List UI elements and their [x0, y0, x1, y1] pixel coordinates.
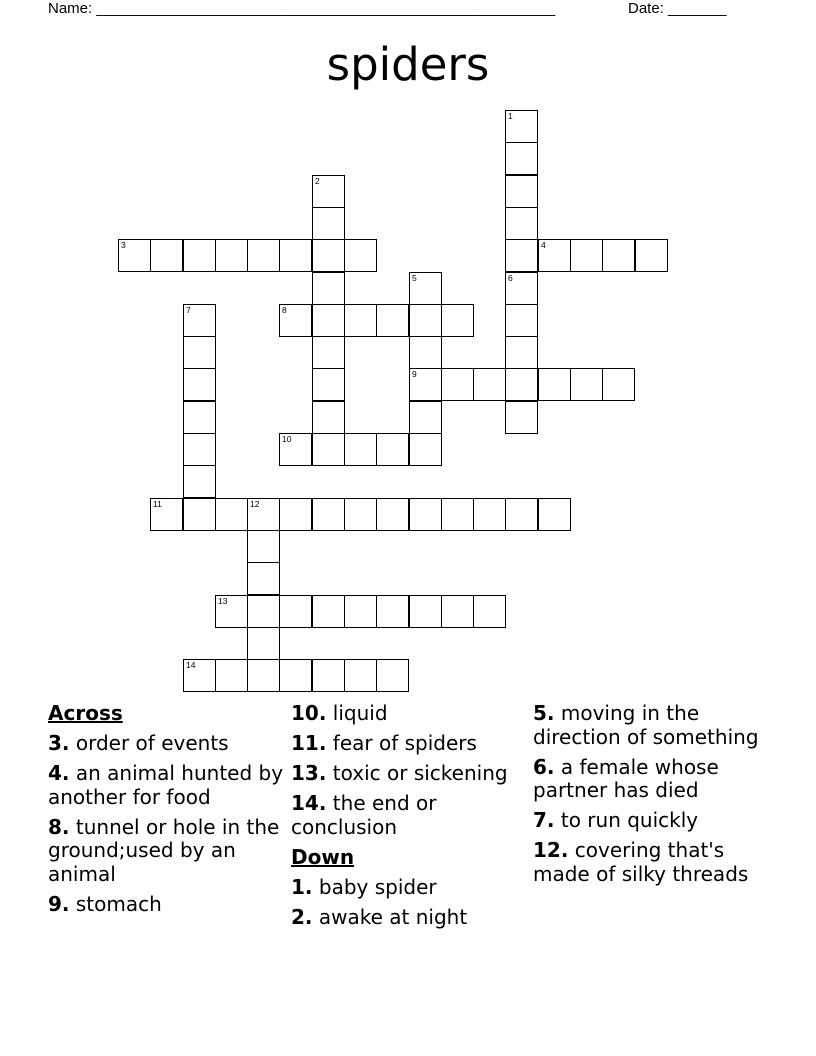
grid-cell[interactable]	[441, 498, 474, 531]
clue-item-text: tunnel or hole in the ground;used by an animal	[48, 814, 280, 886]
grid-cell[interactable]	[183, 465, 216, 498]
clue-item-text: awake at night	[312, 904, 468, 929]
date-field-label: Date: _______	[628, 0, 727, 17]
clue-item-number: 12.	[533, 838, 569, 862]
grid-cell[interactable]	[312, 401, 345, 434]
grid-cell[interactable]	[215, 239, 248, 272]
grid-cell[interactable]	[312, 498, 345, 531]
clue-item-text: stomach	[69, 891, 162, 916]
grid-cell[interactable]	[183, 304, 216, 337]
grid-cell[interactable]	[215, 498, 248, 531]
grid-cell[interactable]	[505, 142, 538, 175]
grid-cell[interactable]	[376, 659, 409, 692]
grid-cell[interactable]	[441, 368, 474, 401]
clue-number: 5	[412, 273, 417, 283]
grid-cell[interactable]	[409, 401, 442, 434]
grid-cell[interactable]	[183, 401, 216, 434]
grid-cell[interactable]	[505, 304, 538, 337]
clue-number: 13	[218, 596, 228, 606]
clue-item	[48, 762, 288, 809]
clue-item-number: 14.	[291, 791, 327, 815]
grid-cell[interactable]	[473, 498, 506, 531]
grid-cell[interactable]	[312, 433, 345, 466]
clue-item	[533, 809, 773, 833]
grid-cell[interactable]	[312, 272, 345, 305]
grid-cell[interactable]	[312, 304, 345, 337]
clue-item-text: baby spider	[312, 874, 437, 899]
grid-cell[interactable]	[312, 239, 345, 272]
grid-cell[interactable]	[376, 433, 409, 466]
grid-cell[interactable]	[312, 207, 345, 240]
grid-cell[interactable]	[183, 433, 216, 466]
grid-cell[interactable]	[505, 401, 538, 434]
clue-number: 14	[186, 660, 196, 670]
grid-cell[interactable]	[376, 304, 409, 337]
clue-item-number: 8.	[48, 814, 70, 839]
grid-cell[interactable]	[505, 207, 538, 240]
grid-cell[interactable]	[505, 336, 538, 369]
clue-item-text: moving in the direction of something	[533, 701, 759, 749]
clue-item	[533, 839, 773, 886]
clue-item	[291, 906, 531, 930]
clue-item	[291, 762, 531, 786]
grid-cell[interactable]	[279, 304, 312, 337]
clue-number: 2	[315, 176, 320, 186]
clue-item	[48, 816, 288, 887]
grid-cell[interactable]	[247, 530, 280, 563]
grid-cell[interactable]	[183, 659, 216, 692]
clue-item-number: 11.	[291, 731, 327, 755]
clue-number: 9	[412, 369, 417, 379]
across-heading: Across	[48, 701, 123, 725]
grid-cell[interactable]	[150, 239, 183, 272]
grid-cell[interactable]	[570, 239, 603, 272]
grid-cell[interactable]	[602, 368, 635, 401]
grid-cell[interactable]	[505, 272, 538, 305]
grid-cell[interactable]	[183, 239, 216, 272]
grid-cell[interactable]	[409, 304, 442, 337]
grid-cell[interactable]	[635, 239, 668, 272]
grid-cell[interactable]	[409, 595, 442, 628]
clue-number: 8	[282, 305, 287, 315]
grid-cell[interactable]	[312, 595, 345, 628]
clue-item-number: 7.	[533, 808, 555, 832]
clue-item-text: fear of spiders	[326, 731, 477, 755]
clue-item-text: the end or conclusion	[291, 791, 437, 839]
grid-cell[interactable]	[247, 562, 280, 595]
grid-cell[interactable]	[344, 239, 377, 272]
grid-cell[interactable]	[409, 272, 442, 305]
grid-cell[interactable]	[247, 627, 280, 660]
clue-number: 10	[282, 434, 292, 444]
grid-cell[interactable]	[215, 659, 248, 692]
clue-item	[291, 876, 531, 900]
clue-item-number: 5.	[533, 701, 555, 725]
clue-item-number: 6.	[533, 754, 555, 779]
grid-cell[interactable]	[118, 239, 151, 272]
down-heading: Down	[291, 844, 355, 869]
clue-column-1	[48, 702, 288, 923]
grid-cell[interactable]	[150, 498, 183, 531]
grid-cell[interactable]	[312, 368, 345, 401]
clue-item-text: a female whose partner has died	[533, 754, 719, 802]
grid-cell[interactable]	[344, 595, 377, 628]
grid-cell[interactable]	[505, 239, 538, 272]
grid-cell[interactable]	[279, 659, 312, 692]
grid-cell[interactable]	[247, 239, 280, 272]
clue-number: 1	[508, 111, 513, 121]
puzzle-title: spiders	[326, 38, 490, 91]
clue-number: 4	[541, 240, 546, 250]
grid-cell[interactable]	[344, 498, 377, 531]
clue-column-3	[533, 702, 773, 893]
grid-cell[interactable]	[279, 595, 312, 628]
grid-cell[interactable]	[409, 368, 442, 401]
name-field-label: Name: _______________________________________________________	[48, 0, 556, 17]
grid-cell[interactable]	[312, 659, 345, 692]
grid-cell[interactable]	[538, 498, 571, 531]
grid-cell[interactable]	[215, 595, 248, 628]
clue-item-text: covering that's made of silky threads	[533, 838, 749, 886]
grid-cell[interactable]	[183, 368, 216, 401]
grid-cell[interactable]	[570, 368, 603, 401]
grid-cell[interactable]	[505, 175, 538, 208]
clue-item-number: 2.	[291, 904, 313, 929]
grid-cell[interactable]	[409, 336, 442, 369]
grid-cell[interactable]	[441, 304, 474, 337]
grid-cell[interactable]	[247, 595, 280, 628]
clue-item-text: toxic or sickening	[326, 761, 508, 785]
grid-cell[interactable]	[344, 304, 377, 337]
grid-cell[interactable]	[505, 368, 538, 401]
grid-cell[interactable]	[183, 498, 216, 531]
clue-number: 6	[508, 273, 513, 283]
clue-number: 12	[250, 499, 260, 509]
grid-cell[interactable]	[344, 659, 377, 692]
grid-cell[interactable]	[505, 498, 538, 531]
grid-cell[interactable]	[312, 175, 345, 208]
grid-cell[interactable]	[279, 239, 312, 272]
clue-number: 7	[186, 305, 191, 315]
clue-item-text: to run quickly	[554, 808, 699, 832]
grid-cell[interactable]	[538, 368, 571, 401]
clue-number: 3	[121, 240, 126, 250]
grid-cell[interactable]	[473, 368, 506, 401]
grid-cell[interactable]	[279, 433, 312, 466]
grid-cell[interactable]	[376, 595, 409, 628]
clue-item	[48, 893, 288, 917]
grid-cell[interactable]	[344, 433, 377, 466]
grid-cell[interactable]	[247, 659, 280, 692]
clue-item	[48, 732, 288, 756]
grid-cell[interactable]	[376, 498, 409, 531]
grid-cell[interactable]	[409, 433, 442, 466]
grid-cell[interactable]	[505, 110, 538, 143]
grid-cell[interactable]	[538, 239, 571, 272]
clue-item	[533, 702, 773, 749]
clue-item-number: 9.	[48, 891, 70, 916]
clue-item-text: an animal hunted by another for food	[48, 761, 284, 809]
clue-item-text: liquid	[326, 701, 388, 725]
clue-item-text: order of events	[69, 731, 229, 755]
clue-item-number: 1.	[291, 874, 313, 899]
grid-cell[interactable]	[247, 498, 280, 531]
clue-item	[291, 792, 531, 839]
grid-cell[interactable]	[441, 595, 474, 628]
clue-item	[291, 732, 531, 756]
clue-number: 11	[153, 499, 162, 509]
clue-item-number: 4.	[48, 761, 70, 785]
clue-item	[533, 756, 773, 803]
grid-cell[interactable]	[409, 498, 442, 531]
grid-cell[interactable]	[279, 498, 312, 531]
grid-cell[interactable]	[602, 239, 635, 272]
grid-cell[interactable]	[312, 336, 345, 369]
clue-item-number: 3.	[48, 731, 70, 755]
clue-item-number: 10.	[291, 701, 327, 725]
clue-column-2	[291, 702, 531, 936]
grid-cell[interactable]	[473, 595, 506, 628]
clue-item-number: 13.	[291, 761, 327, 785]
grid-cell[interactable]	[183, 336, 216, 369]
clue-item	[291, 702, 531, 726]
